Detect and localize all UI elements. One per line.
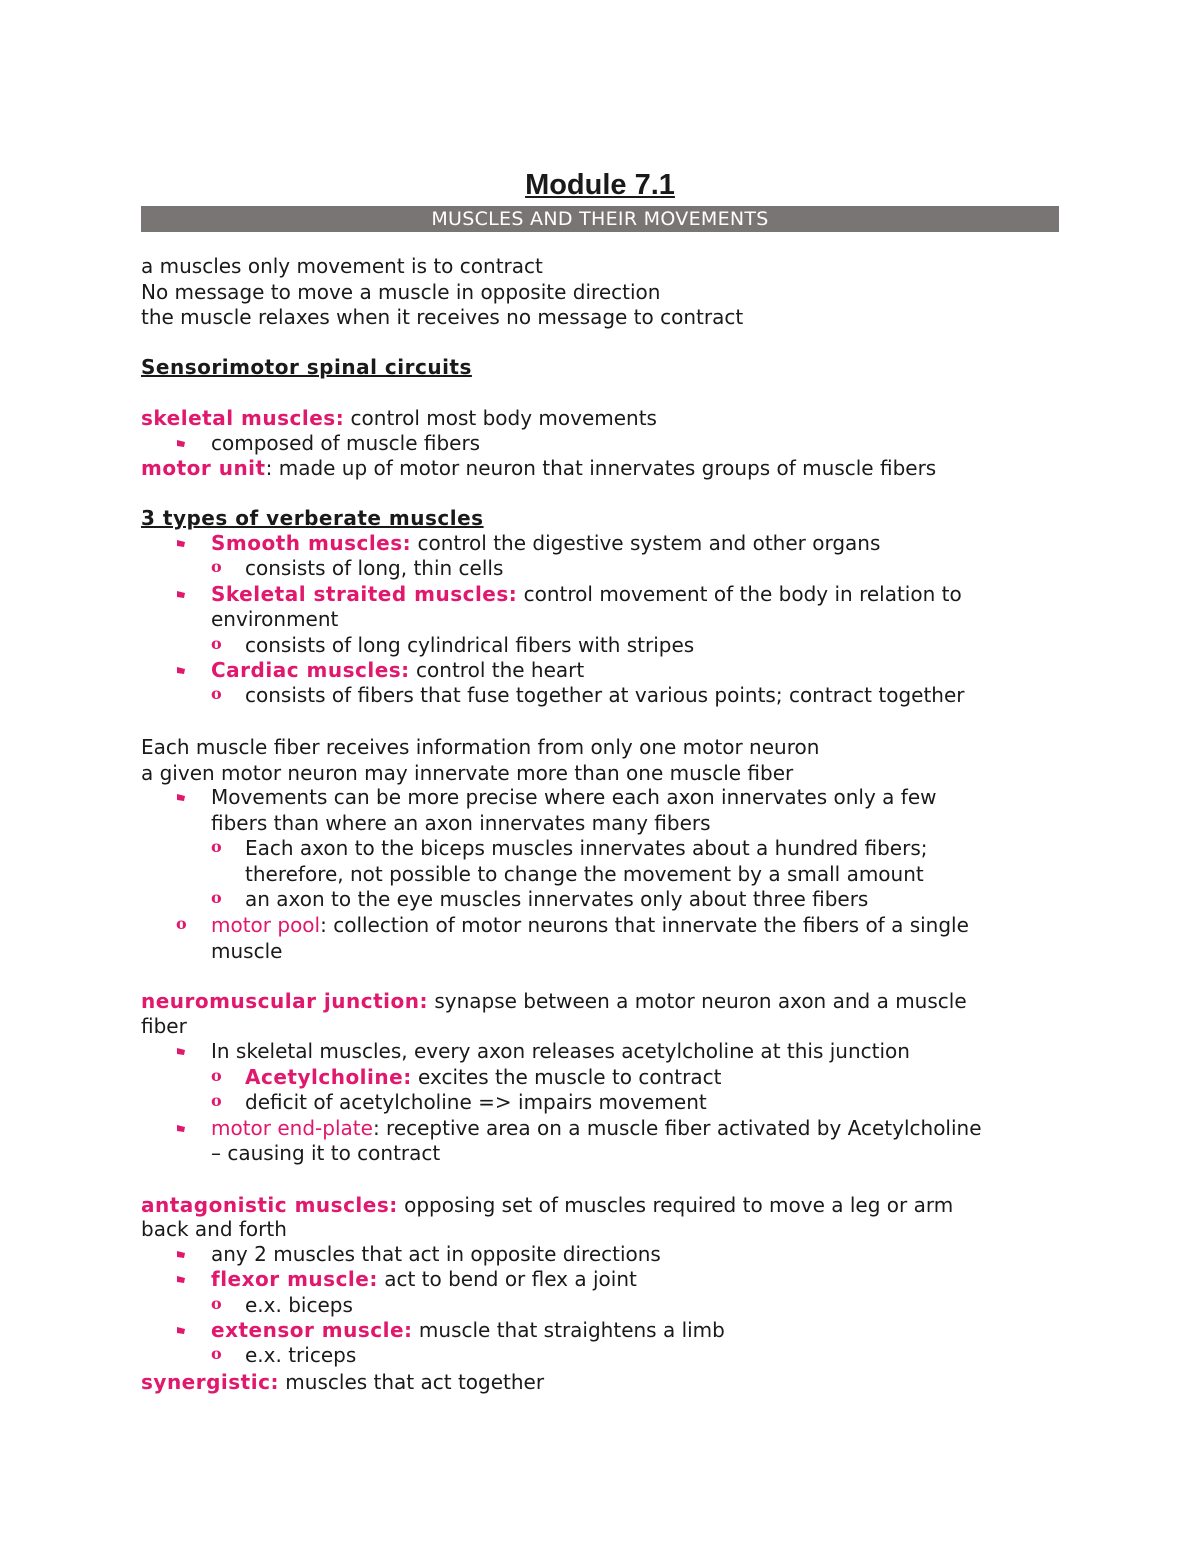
- term-nmj: neuromuscular junction:: [141, 989, 428, 1013]
- def-skeletal-muscles: [141, 406, 657, 431]
- sub-deficit: deficit of acetylcholine => impairs movement: [245, 1090, 707, 1114]
- def-text: : made up of motor neuron that innervates groups of muscle fibers: [265, 456, 937, 480]
- fiber-line-2: a given motor neuron may innervate more than one muscle fiber: [141, 761, 794, 785]
- def-text: : collection of motor neurons that innervate the fibers of a single: [320, 913, 969, 937]
- bullet-dot-icon: [176, 1249, 186, 1259]
- def-antagonistic-cont: back and forth: [141, 1217, 287, 1241]
- def-endplate: [211, 1116, 982, 1141]
- type-cardiac: [211, 658, 584, 683]
- bullet-ach-release: In skeletal muscles, every axon releases acetylcholine at this junction: [211, 1039, 910, 1063]
- def-text: : receptive area on a muscle fiber activated by Acetylcholine: [372, 1116, 982, 1140]
- sub-bullet-o-icon: o: [211, 557, 222, 576]
- bullet-dot-icon: [176, 1046, 186, 1056]
- sub-bullet-o-icon: o: [211, 1091, 222, 1110]
- def-text: opposing set of muscles required to move a leg or arm: [397, 1193, 954, 1217]
- def-motor-pool-cont: muscle: [211, 939, 283, 963]
- def-motor-pool: [211, 913, 969, 938]
- sub-biceps-2: therefore, not possible to change the movement by a small amount: [245, 862, 924, 886]
- bullet-precise-1: Movements can be more precise where each axon innervates only a few: [211, 785, 937, 809]
- bullet-dot-icon: [176, 665, 186, 675]
- sub-bullet-o-icon: o: [211, 684, 222, 703]
- bullet-dot-icon: [176, 1274, 186, 1284]
- type-striated-cont: environment: [211, 607, 339, 631]
- bullet-dot-icon: [176, 538, 186, 548]
- term-antagonistic: antagonistic muscles:: [141, 1193, 398, 1217]
- sub-biceps: e.x. biceps: [245, 1293, 353, 1317]
- def-endplate-cont: – causing it to contract: [211, 1141, 441, 1165]
- def-text: act to bend or flex a joint: [377, 1267, 637, 1291]
- term-motor-unit: motor unit: [141, 456, 266, 480]
- section-banner: MUSCLES AND THEIR MOVEMENTS: [141, 206, 1059, 232]
- bullet-opposite: any 2 muscles that act in opposite directions: [211, 1242, 661, 1266]
- def-synergistic: [141, 1370, 544, 1395]
- term-smooth-muscles: Smooth muscles:: [211, 531, 412, 555]
- term-cardiac-muscles: Cardiac muscles:: [211, 658, 410, 682]
- def-text: muscle that straightens a limb: [412, 1318, 725, 1342]
- def-text: muscles that act together: [278, 1370, 545, 1394]
- def-text: excites the muscle to contract: [411, 1065, 722, 1089]
- bullet-dot-icon: [176, 792, 186, 802]
- sub-bullet-o-icon: o: [211, 634, 222, 653]
- intro-line-1: a muscles only movement is to contract: [141, 254, 543, 278]
- def-flexor: [211, 1267, 637, 1292]
- term-synergistic: synergistic:: [141, 1370, 279, 1394]
- heading-sensorimotor: Sensorimotor spinal circuits: [141, 355, 472, 379]
- bullet-precise-2: fibers than where an axon innervates many fibers: [211, 811, 711, 835]
- term-motor-end-plate: motor end-plate: [211, 1116, 373, 1140]
- bullet-dot-icon: [176, 438, 186, 448]
- sub-bullet-o-icon: o: [176, 914, 187, 933]
- type-striated: [211, 582, 962, 607]
- sub-triceps: e.x. triceps: [245, 1343, 357, 1367]
- def-motor-unit: [141, 456, 936, 481]
- document-content: [141, 164, 1059, 1394]
- intro-line-3: the muscle relaxes when it receives no message to contract: [141, 305, 744, 329]
- sub-smooth: consists of long, thin cells: [245, 556, 504, 580]
- def-antagonistic: [141, 1193, 953, 1218]
- def-text: control most body movements: [344, 406, 657, 430]
- term-skeletal-muscles: skeletal muscles:: [141, 406, 345, 430]
- def-text: synapse between a motor neuron axon and a muscle: [427, 989, 967, 1013]
- term-extensor: extensor muscle:: [211, 1318, 413, 1342]
- bullet-dot-icon: [176, 1123, 186, 1133]
- bullet-dot-icon: [176, 1325, 186, 1335]
- def-text: control the heart: [409, 658, 585, 682]
- sub-bullet-o-icon: o: [211, 1344, 222, 1363]
- page-title: Module 7.1: [525, 169, 675, 201]
- def-nmj-cont: fiber: [141, 1014, 187, 1038]
- sub-eye: an axon to the eye muscles innervates only about three fibers: [245, 887, 869, 911]
- def-text: control the digestive system and other organs: [411, 531, 881, 555]
- heading-muscle-types: 3 types of verberate muscles: [141, 506, 484, 530]
- term-motor-pool: motor pool: [211, 913, 321, 937]
- def-text: control movement of the body in relation to: [517, 582, 962, 606]
- def-nmj: [141, 989, 967, 1014]
- bullet-composed-fibers: composed of muscle fibers: [211, 431, 481, 455]
- term-striated-muscles: Skeletal straited muscles:: [211, 582, 518, 606]
- def-extensor: [211, 1318, 725, 1343]
- type-smooth: [211, 531, 880, 556]
- sub-cardiac: consists of fibers that fuse together at various points; contract together: [245, 683, 965, 707]
- sub-bullet-o-icon: o: [211, 1294, 222, 1313]
- fiber-line-1: Each muscle fiber receives information from only one motor neuron: [141, 735, 820, 759]
- intro-line-2: No message to move a muscle in opposite direction: [141, 280, 661, 304]
- term-flexor: flexor muscle:: [211, 1267, 378, 1291]
- term-acetylcholine: Acetylcholine:: [245, 1065, 412, 1089]
- sub-bullet-o-icon: o: [211, 1066, 222, 1085]
- bullet-dot-icon: [176, 589, 186, 599]
- sub-bullet-o-icon: o: [211, 837, 222, 856]
- sub-ach: [245, 1065, 721, 1090]
- sub-bullet-o-icon: o: [211, 888, 222, 907]
- sub-biceps-1: Each axon to the biceps muscles innervates about a hundred fibers;: [245, 836, 928, 860]
- sub-striated: consists of long cylindrical fibers with stripes: [245, 633, 695, 657]
